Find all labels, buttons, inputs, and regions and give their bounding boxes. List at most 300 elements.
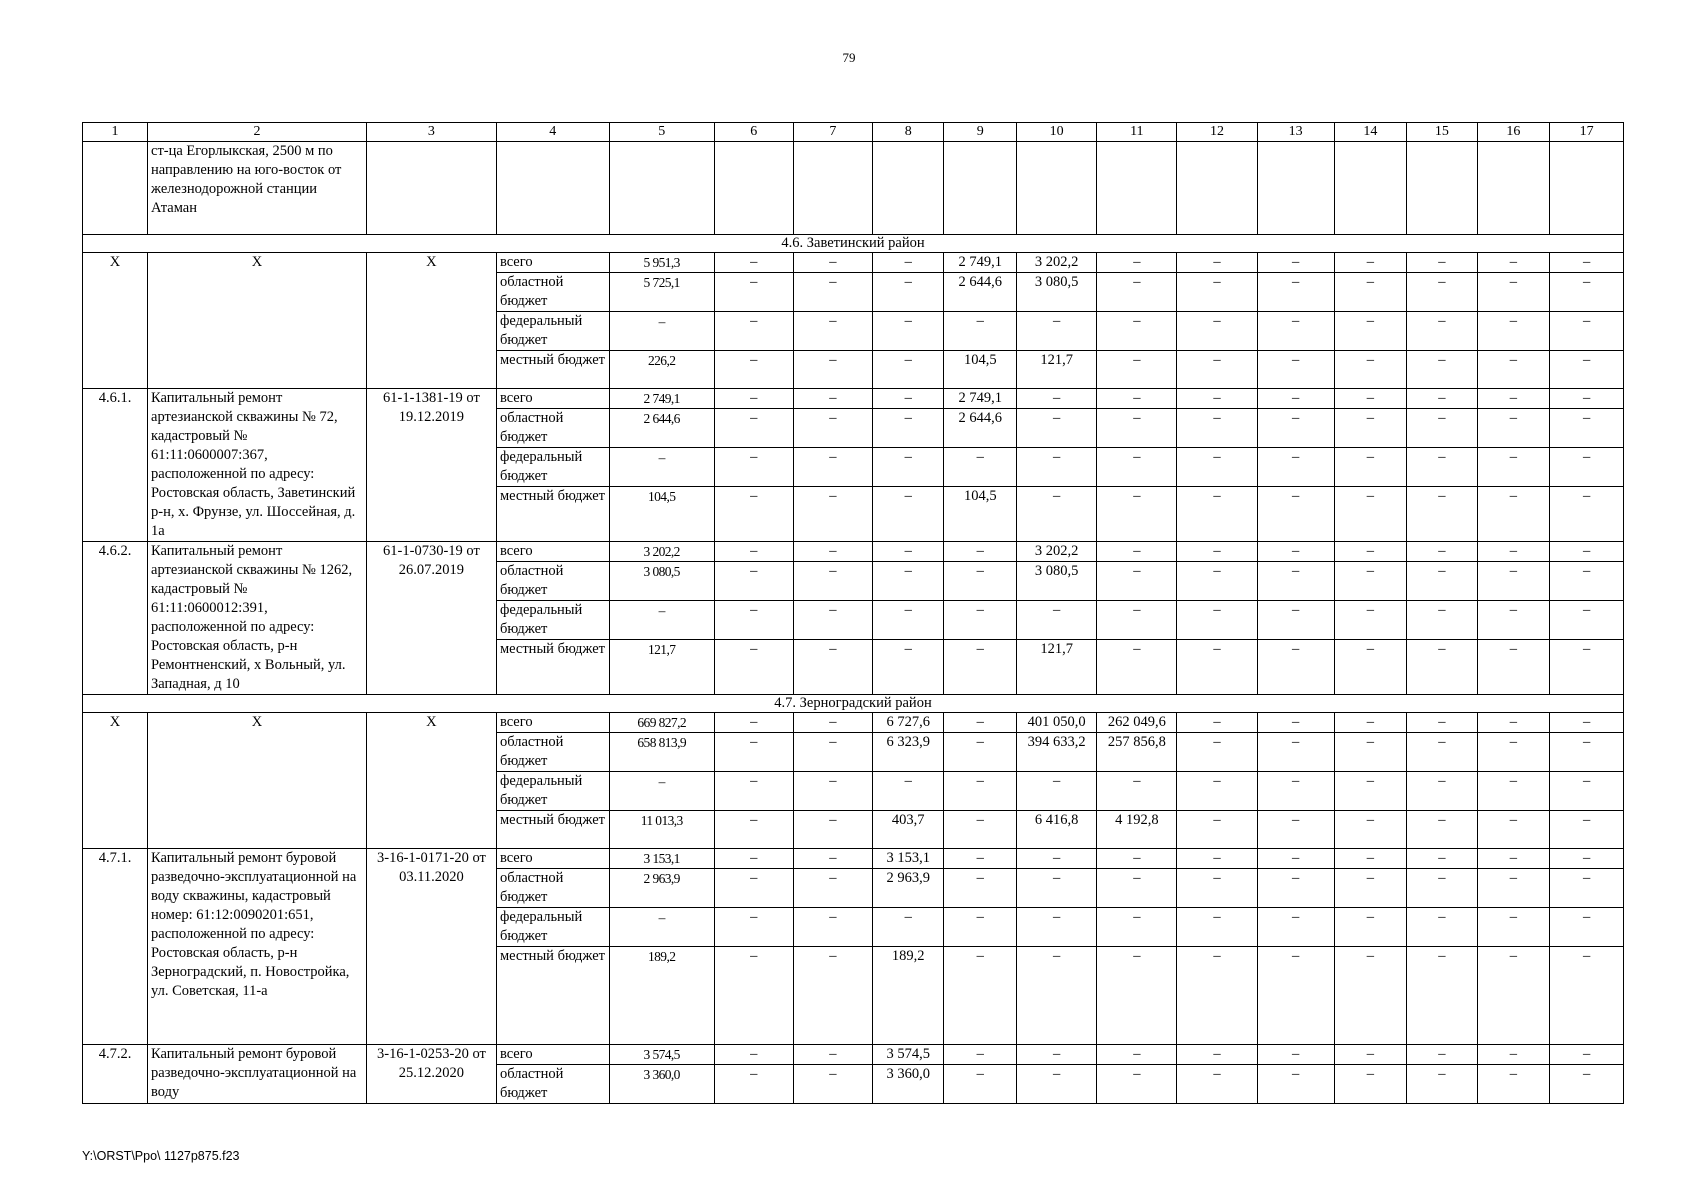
table-cell bbox=[1257, 142, 1334, 235]
value-cell: – bbox=[1477, 1045, 1550, 1065]
value-cell: – bbox=[1177, 640, 1257, 695]
funding-source-label: федеральный бюджет bbox=[496, 772, 609, 811]
value-cell: – bbox=[714, 713, 793, 733]
value-cell: – bbox=[609, 908, 714, 947]
value-cell: – bbox=[714, 487, 793, 542]
value-cell: – bbox=[793, 389, 872, 409]
value-cell: 6 323,9 bbox=[872, 733, 944, 772]
table-cell bbox=[1177, 142, 1257, 235]
value-cell: – bbox=[1477, 312, 1550, 351]
value-cell: – bbox=[872, 312, 944, 351]
value-cell: – bbox=[1550, 448, 1624, 487]
value-cell: – bbox=[944, 733, 1017, 772]
value-cell: – bbox=[1097, 1045, 1177, 1065]
value-cell: 3 153,1 bbox=[609, 849, 714, 869]
section-title-row bbox=[83, 695, 1624, 713]
value-cell: – bbox=[1477, 849, 1550, 869]
table-cell bbox=[793, 142, 872, 235]
value-cell: – bbox=[1334, 640, 1407, 695]
value-cell: – bbox=[1407, 601, 1477, 640]
value-cell: 394 633,2 bbox=[1017, 733, 1097, 772]
item-name: Х bbox=[148, 253, 367, 389]
value-cell: – bbox=[1257, 601, 1334, 640]
table-cell bbox=[609, 142, 714, 235]
value-cell: – bbox=[714, 253, 793, 273]
item-document: 3-16-1-0171-20 от 03.11.2020 bbox=[366, 849, 496, 1045]
value-cell: – bbox=[944, 908, 1017, 947]
item-row bbox=[83, 849, 1624, 869]
value-cell: – bbox=[1550, 409, 1624, 448]
value-cell: – bbox=[1407, 273, 1477, 312]
funding-source-label: местный бюджет bbox=[496, 811, 609, 849]
value-cell: – bbox=[1407, 849, 1477, 869]
value-cell: 104,5 bbox=[944, 351, 1017, 389]
table-cell bbox=[944, 142, 1017, 235]
value-cell: – bbox=[609, 601, 714, 640]
value-cell: – bbox=[1097, 908, 1177, 947]
funding-source-label: местный бюджет bbox=[496, 640, 609, 695]
value-cell: – bbox=[1477, 409, 1550, 448]
item-name: Капитальный ремонт артезианской скважины № 1262, кадастровый № 61:11:0600012:391, расположенной по адресу: Ростовская область, р-н Ремонтненский, х Вольный, ул. Западная, д 10 bbox=[148, 542, 367, 695]
item-row bbox=[83, 389, 1624, 409]
value-cell: – bbox=[714, 409, 793, 448]
value-cell: – bbox=[793, 448, 872, 487]
value-cell: – bbox=[872, 562, 944, 601]
column-header: 14 bbox=[1334, 123, 1407, 142]
value-cell: – bbox=[1177, 869, 1257, 908]
value-cell: – bbox=[793, 312, 872, 351]
column-header: 5 bbox=[609, 123, 714, 142]
value-cell: – bbox=[1550, 351, 1624, 389]
value-cell: – bbox=[1334, 849, 1407, 869]
value-cell: – bbox=[944, 448, 1017, 487]
value-cell: 3 202,2 bbox=[1017, 253, 1097, 273]
value-cell: – bbox=[1477, 253, 1550, 273]
value-cell: – bbox=[714, 389, 793, 409]
item-number: 4.7.1. bbox=[83, 849, 148, 1045]
value-cell: – bbox=[1477, 448, 1550, 487]
value-cell: – bbox=[1477, 908, 1550, 947]
funding-source-label: областной бюджет bbox=[496, 409, 609, 448]
value-cell: – bbox=[1177, 733, 1257, 772]
value-cell: 3 574,5 bbox=[609, 1045, 714, 1065]
value-cell: – bbox=[793, 640, 872, 695]
value-cell: – bbox=[714, 312, 793, 351]
value-cell: 3 080,5 bbox=[1017, 562, 1097, 601]
column-header: 8 bbox=[872, 123, 944, 142]
funding-source-label: всего bbox=[496, 1045, 609, 1065]
value-cell: – bbox=[1407, 312, 1477, 351]
item-name: Х bbox=[148, 713, 367, 849]
value-cell: – bbox=[1097, 448, 1177, 487]
value-cell: 121,7 bbox=[1017, 351, 1097, 389]
value-cell: – bbox=[1257, 448, 1334, 487]
value-cell: – bbox=[1477, 542, 1550, 562]
value-cell: 3 360,0 bbox=[872, 1065, 944, 1104]
value-cell: – bbox=[1177, 389, 1257, 409]
value-cell: – bbox=[1177, 1045, 1257, 1065]
value-cell: – bbox=[1407, 487, 1477, 542]
item-document: Х bbox=[366, 713, 496, 849]
value-cell: – bbox=[1550, 733, 1624, 772]
value-cell: – bbox=[793, 542, 872, 562]
value-cell: – bbox=[1257, 487, 1334, 542]
value-cell: – bbox=[1477, 713, 1550, 733]
value-cell: – bbox=[872, 772, 944, 811]
value-cell: – bbox=[1257, 849, 1334, 869]
value-cell: – bbox=[1257, 772, 1334, 811]
value-cell: 226,2 bbox=[609, 351, 714, 389]
value-cell: 3 202,2 bbox=[1017, 542, 1097, 562]
num-cell bbox=[83, 142, 148, 235]
value-cell: 3 080,5 bbox=[609, 562, 714, 601]
item-number: 4.6.2. bbox=[83, 542, 148, 695]
value-cell: – bbox=[714, 562, 793, 601]
value-cell: – bbox=[714, 542, 793, 562]
value-cell: – bbox=[1334, 908, 1407, 947]
value-cell: – bbox=[1550, 389, 1624, 409]
value-cell: – bbox=[1334, 1045, 1407, 1065]
column-header: 16 bbox=[1477, 123, 1550, 142]
value-cell: – bbox=[1177, 562, 1257, 601]
value-cell: – bbox=[1177, 273, 1257, 312]
value-cell: – bbox=[1407, 772, 1477, 811]
total-row bbox=[83, 713, 1624, 733]
item-document: 61-1-0730-19 от 26.07.2019 bbox=[366, 542, 496, 695]
value-cell: – bbox=[1477, 601, 1550, 640]
value-cell: 6 416,8 bbox=[1017, 811, 1097, 849]
value-cell: 6 727,6 bbox=[872, 713, 944, 733]
value-cell: – bbox=[793, 733, 872, 772]
value-cell: – bbox=[1477, 351, 1550, 389]
value-cell: – bbox=[1017, 849, 1097, 869]
value-cell: – bbox=[1257, 713, 1334, 733]
value-cell: – bbox=[1017, 409, 1097, 448]
value-cell: – bbox=[1017, 1045, 1097, 1065]
column-header-row bbox=[83, 123, 1624, 142]
value-cell: – bbox=[793, 273, 872, 312]
value-cell: – bbox=[1407, 389, 1477, 409]
item-name: Капитальный ремонт буровой разведочно-эксплуатационной на воду bbox=[148, 1045, 367, 1104]
value-cell: – bbox=[944, 312, 1017, 351]
value-cell: – bbox=[1477, 733, 1550, 772]
value-cell: – bbox=[1550, 908, 1624, 947]
table-cell bbox=[872, 142, 944, 235]
table-cell bbox=[1477, 142, 1550, 235]
value-cell: – bbox=[1257, 869, 1334, 908]
value-cell: – bbox=[1017, 947, 1097, 1045]
value-cell: – bbox=[1334, 312, 1407, 351]
funding-source-label: областной бюджет bbox=[496, 273, 609, 312]
table-cell bbox=[496, 142, 609, 235]
value-cell: – bbox=[1477, 273, 1550, 312]
value-cell: – bbox=[944, 849, 1017, 869]
funding-source-label: областной бюджет bbox=[496, 1065, 609, 1104]
value-cell: – bbox=[793, 947, 872, 1045]
value-cell: – bbox=[1550, 487, 1624, 542]
value-cell: – bbox=[714, 733, 793, 772]
table-cell bbox=[1407, 142, 1477, 235]
total-row bbox=[83, 253, 1624, 273]
value-cell: – bbox=[1477, 487, 1550, 542]
value-cell: – bbox=[872, 487, 944, 542]
section-title: 4.6. Заветинский район bbox=[83, 235, 1624, 253]
value-cell: – bbox=[944, 811, 1017, 849]
value-cell: – bbox=[944, 640, 1017, 695]
value-cell: – bbox=[1257, 273, 1334, 312]
value-cell: – bbox=[1407, 1065, 1477, 1104]
value-cell: 5 725,1 bbox=[609, 273, 714, 312]
item-document: 61-1-1381-19 от 19.12.2019 bbox=[366, 389, 496, 542]
value-cell: – bbox=[1407, 1045, 1477, 1065]
value-cell: – bbox=[1477, 811, 1550, 849]
column-header: 13 bbox=[1257, 123, 1334, 142]
value-cell: 3 153,1 bbox=[872, 849, 944, 869]
value-cell: – bbox=[872, 389, 944, 409]
value-cell: – bbox=[1477, 640, 1550, 695]
value-cell: – bbox=[1550, 273, 1624, 312]
value-cell: – bbox=[872, 351, 944, 389]
item-number: 4.6.1. bbox=[83, 389, 148, 542]
value-cell: – bbox=[1257, 1065, 1334, 1104]
column-header: 6 bbox=[714, 123, 793, 142]
value-cell: – bbox=[1017, 869, 1097, 908]
value-cell: – bbox=[1257, 253, 1334, 273]
value-cell: 104,5 bbox=[944, 487, 1017, 542]
value-cell: – bbox=[1334, 542, 1407, 562]
value-cell: – bbox=[1177, 542, 1257, 562]
value-cell: 11 013,3 bbox=[609, 811, 714, 849]
continuation-row bbox=[83, 142, 1624, 235]
value-cell: – bbox=[714, 640, 793, 695]
value-cell: – bbox=[1407, 908, 1477, 947]
column-header: 15 bbox=[1407, 123, 1477, 142]
value-cell: – bbox=[1257, 640, 1334, 695]
funding-source-label: всего bbox=[496, 253, 609, 273]
value-cell: 189,2 bbox=[872, 947, 944, 1045]
item-row bbox=[83, 542, 1624, 562]
value-cell: – bbox=[872, 409, 944, 448]
value-cell: – bbox=[1177, 312, 1257, 351]
value-cell: – bbox=[1550, 1045, 1624, 1065]
value-cell: – bbox=[1334, 733, 1407, 772]
value-cell: – bbox=[1550, 849, 1624, 869]
value-cell: – bbox=[1334, 947, 1407, 1045]
value-cell: – bbox=[714, 772, 793, 811]
value-cell: – bbox=[1334, 811, 1407, 849]
table-cell bbox=[1550, 142, 1624, 235]
value-cell: – bbox=[1177, 849, 1257, 869]
funding-source-label: областной бюджет bbox=[496, 733, 609, 772]
value-cell: – bbox=[714, 351, 793, 389]
value-cell: – bbox=[1477, 389, 1550, 409]
item-number: Х bbox=[83, 253, 148, 389]
value-cell: – bbox=[944, 1065, 1017, 1104]
column-header: 12 bbox=[1177, 123, 1257, 142]
value-cell: – bbox=[1097, 640, 1177, 695]
value-cell: – bbox=[1017, 487, 1097, 542]
value-cell: – bbox=[872, 542, 944, 562]
value-cell: – bbox=[872, 640, 944, 695]
value-cell: – bbox=[793, 849, 872, 869]
item-document: 3-16-1-0253-20 от 25.12.2020 bbox=[366, 1045, 496, 1104]
value-cell: – bbox=[714, 601, 793, 640]
value-cell: – bbox=[1550, 640, 1624, 695]
value-cell: 2 749,1 bbox=[944, 253, 1017, 273]
value-cell: – bbox=[1257, 908, 1334, 947]
value-cell: – bbox=[714, 1045, 793, 1065]
value-cell: – bbox=[1177, 713, 1257, 733]
value-cell: – bbox=[793, 869, 872, 908]
item-document: Х bbox=[366, 253, 496, 389]
value-cell: – bbox=[1407, 351, 1477, 389]
value-cell: – bbox=[1407, 947, 1477, 1045]
value-cell: – bbox=[609, 448, 714, 487]
item-row bbox=[83, 1045, 1624, 1065]
value-cell: – bbox=[1177, 947, 1257, 1045]
value-cell: – bbox=[1550, 312, 1624, 351]
value-cell: – bbox=[1017, 601, 1097, 640]
item-number: 4.7.2. bbox=[83, 1045, 148, 1104]
value-cell: 2 963,9 bbox=[609, 869, 714, 908]
value-cell: – bbox=[1177, 601, 1257, 640]
table-cell bbox=[366, 142, 496, 235]
value-cell: – bbox=[1257, 389, 1334, 409]
column-header: 2 bbox=[148, 123, 367, 142]
value-cell: – bbox=[1407, 448, 1477, 487]
value-cell: 262 049,6 bbox=[1097, 713, 1177, 733]
value-cell: – bbox=[793, 772, 872, 811]
table-cell bbox=[1097, 142, 1177, 235]
value-cell: – bbox=[609, 772, 714, 811]
value-cell: – bbox=[1097, 487, 1177, 542]
value-cell: – bbox=[609, 312, 714, 351]
value-cell: – bbox=[1257, 947, 1334, 1045]
funding-source-label: областной бюджет bbox=[496, 869, 609, 908]
value-cell: – bbox=[1334, 487, 1407, 542]
value-cell: – bbox=[1550, 1065, 1624, 1104]
value-cell: – bbox=[1097, 947, 1177, 1045]
value-cell: 401 050,0 bbox=[1017, 713, 1097, 733]
value-cell: – bbox=[793, 1045, 872, 1065]
value-cell: – bbox=[1407, 253, 1477, 273]
value-cell: – bbox=[1097, 772, 1177, 811]
value-cell: – bbox=[1177, 811, 1257, 849]
value-cell: – bbox=[1097, 601, 1177, 640]
value-cell: 658 813,9 bbox=[609, 733, 714, 772]
value-cell: – bbox=[1334, 351, 1407, 389]
value-cell: – bbox=[944, 947, 1017, 1045]
value-cell: 2 644,6 bbox=[944, 273, 1017, 312]
value-cell: – bbox=[944, 713, 1017, 733]
section-title: 4.7. Зерноградский район bbox=[83, 695, 1624, 713]
funding-source-label: всего bbox=[496, 713, 609, 733]
value-cell: – bbox=[872, 273, 944, 312]
value-cell: – bbox=[1177, 409, 1257, 448]
value-cell: – bbox=[1097, 542, 1177, 562]
value-cell: – bbox=[872, 253, 944, 273]
value-cell: 2 749,1 bbox=[944, 389, 1017, 409]
column-header: 17 bbox=[1550, 123, 1624, 142]
funding-source-label: федеральный бюджет bbox=[496, 448, 609, 487]
value-cell: 403,7 bbox=[872, 811, 944, 849]
value-cell: – bbox=[1334, 409, 1407, 448]
value-cell: – bbox=[1177, 487, 1257, 542]
value-cell: – bbox=[872, 908, 944, 947]
value-cell: – bbox=[1407, 409, 1477, 448]
value-cell: 121,7 bbox=[1017, 640, 1097, 695]
item-name: Капитальный ремонт артезианской скважины № 72, кадастровый № 61:11:0600007:367, расположенной по адресу: Ростовская область, Заветинский р-н, х. Фрунзе, ул. Шоссейная, д. 1а bbox=[148, 389, 367, 542]
value-cell: – bbox=[793, 601, 872, 640]
funding-source-label: федеральный бюджет bbox=[496, 312, 609, 351]
value-cell: – bbox=[1257, 312, 1334, 351]
value-cell: – bbox=[714, 869, 793, 908]
value-cell: 121,7 bbox=[609, 640, 714, 695]
funding-source-label: федеральный бюджет bbox=[496, 908, 609, 947]
value-cell: – bbox=[872, 448, 944, 487]
value-cell: – bbox=[1334, 869, 1407, 908]
value-cell: – bbox=[1334, 273, 1407, 312]
value-cell: 2 644,6 bbox=[944, 409, 1017, 448]
value-cell: – bbox=[1407, 542, 1477, 562]
value-cell: – bbox=[1550, 947, 1624, 1045]
value-cell: – bbox=[793, 409, 872, 448]
value-cell: – bbox=[1017, 908, 1097, 947]
value-cell: – bbox=[1407, 562, 1477, 601]
value-cell: – bbox=[1550, 869, 1624, 908]
value-cell: – bbox=[1334, 713, 1407, 733]
value-cell: – bbox=[1177, 908, 1257, 947]
value-cell: – bbox=[1334, 389, 1407, 409]
value-cell: – bbox=[1334, 562, 1407, 601]
value-cell: – bbox=[1097, 351, 1177, 389]
value-cell: – bbox=[1097, 312, 1177, 351]
column-header: 9 bbox=[944, 123, 1017, 142]
value-cell: – bbox=[944, 542, 1017, 562]
value-cell: – bbox=[1257, 733, 1334, 772]
value-cell: – bbox=[1550, 772, 1624, 811]
value-cell: – bbox=[1407, 640, 1477, 695]
value-cell: – bbox=[1407, 733, 1477, 772]
value-cell: – bbox=[1477, 947, 1550, 1045]
table-cell bbox=[1334, 142, 1407, 235]
value-cell: – bbox=[1257, 811, 1334, 849]
funding-source-label: областной бюджет bbox=[496, 562, 609, 601]
value-cell: – bbox=[1550, 542, 1624, 562]
value-cell: – bbox=[1097, 409, 1177, 448]
page-number: 79 bbox=[842, 50, 856, 65]
value-cell: – bbox=[1550, 713, 1624, 733]
value-cell: – bbox=[1097, 562, 1177, 601]
value-cell: 3 080,5 bbox=[1017, 273, 1097, 312]
column-header: 3 bbox=[366, 123, 496, 142]
value-cell: – bbox=[793, 253, 872, 273]
value-cell: – bbox=[1097, 849, 1177, 869]
value-cell: – bbox=[714, 1065, 793, 1104]
value-cell: – bbox=[1097, 273, 1177, 312]
value-cell: – bbox=[1550, 811, 1624, 849]
value-cell: – bbox=[1334, 772, 1407, 811]
value-cell: 104,5 bbox=[609, 487, 714, 542]
value-cell: – bbox=[944, 562, 1017, 601]
value-cell: – bbox=[1407, 869, 1477, 908]
value-cell: – bbox=[1177, 1065, 1257, 1104]
value-cell: – bbox=[793, 562, 872, 601]
value-cell: – bbox=[1257, 351, 1334, 389]
value-cell: 3 574,5 bbox=[872, 1045, 944, 1065]
value-cell: – bbox=[944, 869, 1017, 908]
budget-table bbox=[82, 122, 1624, 1104]
